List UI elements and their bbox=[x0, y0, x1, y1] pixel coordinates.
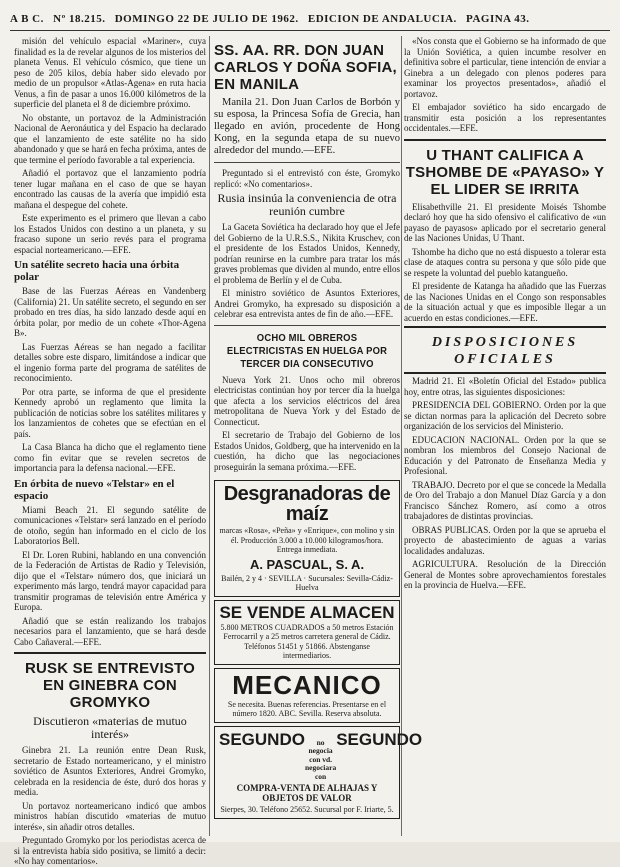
article-paragraph: AGRICULTURA. Resolución de la Dirección General de Montes sobre aprovechamientos forestales en la provincia de Huelva.—EFE. bbox=[404, 559, 606, 590]
ornament-rule bbox=[404, 372, 606, 374]
page-header bbox=[10, 8, 610, 31]
article-paragraph: misión del vehículo espacial «Mariner», cuya finalidad es la de revelar algunos de los misterios del planeta Venus. El vehículo cósmico, que tiene un peso de 205 kilos, debía haber sido elevado por medio de un propulsor «Atlas-Agena» en ruta hacia Venus, a fin de pasar a unos 16.000 kilómetros de la superficie del planeta el 8 de diciembre próximo. bbox=[14, 36, 206, 109]
article-paragraph: El ministro soviético de Asuntos Exteriores, Andrei Gromyko, ha expresado su disposición a celebrar esa entrevista antes de fin de año.—EFE. bbox=[214, 288, 400, 319]
ad-text: Se necesita. Buenas referencias. Presentarse en el número 1820. ABC. Sevilla. Reserva absoluta. bbox=[227, 699, 387, 718]
ad-big-text: SEGUNDO bbox=[336, 729, 423, 749]
column-right bbox=[404, 36, 606, 836]
article-paragraph: Un portavoz norteamericano indicó que ambos ministros habían discutido «materias de mutuo interés», sin añadir otros detalles. bbox=[14, 800, 206, 832]
ad-desgranadoras bbox=[214, 480, 400, 597]
header-paper: A B C. bbox=[10, 13, 44, 25]
header-date: DOMINGO 22 DE JULIO DE 1962. bbox=[114, 13, 299, 25]
column-rule bbox=[209, 36, 210, 836]
column-middle bbox=[214, 36, 423, 836]
headline-telstar: En órbita de nuevo «Telstar» en el espacio bbox=[14, 477, 175, 502]
headline-secret-satellite: Un satélite secreto hacia una órbita polar bbox=[14, 259, 180, 283]
classified-ads bbox=[214, 480, 423, 819]
section-divider bbox=[214, 162, 400, 163]
ad-segundo-row bbox=[219, 729, 423, 782]
ad-title: Desgranadoras de maíz bbox=[223, 483, 391, 525]
article-paragraph: TRABAJO. Decreto por el que se concede la Medalla de Oro del Trabajo a don Manuel Díaz García y a don Francisco Sánchez Romero, así como a otros trabajadores de distintas provincias. bbox=[404, 479, 606, 521]
article-paragraph: Preguntado si el entrevistó con éste, Gromyko replicó: «No comentarios». bbox=[214, 168, 400, 189]
section-divider bbox=[14, 652, 206, 654]
column-left bbox=[14, 36, 206, 866]
ornament-rule bbox=[404, 326, 606, 328]
headline-strike: OCHO MIL OBREROS ELECTRICISTAS EN HUELGA POR TERCER DIA CONSECUTIVO bbox=[226, 331, 388, 370]
ad-address: Bailén, 2 y 4 · SEVILLA · Sucursales: Sevilla-Cádiz-Huelva bbox=[221, 573, 393, 592]
headline-summit: Rusia insinúa la conveniencia de otra reunión cumbre bbox=[217, 191, 397, 218]
article-rusk-gromyko bbox=[14, 745, 206, 867]
article-paragraph: El secretario de Trabajo del Gobierno de los Estados Unidos, Goldberg, que ha intervenido en la cuestión, ha dicho que las negociaciones proseguirán la semana próxima.—EFE. bbox=[214, 430, 400, 472]
article-paragraph: Elisabethville 21. El presidente Moisés Tshombe declaró hoy que ha sido ofensivo el calificativo de «un payaso de payasos» aplicado por el secretario general de las Naciones Unidas, U Thant. bbox=[404, 201, 606, 243]
article-paragraph: Miami Beach 21. El segundo satélite de comunicaciones «Telstar» será lanzado en el período de otoño, según han informado en el ciclo de los Laboratorios Bell. bbox=[14, 504, 206, 546]
article-paragraph: Ginebra 21. La reunión entre Dean Rusk, secretario de Estado norteamericano, y el ministro soviético de Asuntos Exteriores, Andrei Gromyko, celebrada en la residencia de éste, duró dos horas y media. bbox=[14, 745, 206, 797]
header-edition: EDICION DE ANDALUCIA. bbox=[307, 13, 457, 25]
article-paragraph: Preguntado Gromyko por los periodistas acerca de si la entrevista había sido positiva, se limitó a decir: «No hay comentarios». bbox=[14, 835, 206, 866]
headline-u-thant: U THANT CALIFICA A TSHOMBE DE «PAYASO» Y EL LIDER SE IRRITA bbox=[405, 146, 605, 198]
article-telstar bbox=[14, 505, 206, 648]
section-divider bbox=[404, 139, 606, 141]
article-paragraph: EDUCACION NACIONAL. Orden por la que se nombran los miembros del Consejo Nacional de Educación y del Patronato de Enseñanza Media y Profesional. bbox=[404, 434, 606, 476]
article-paragraph: Tshombe ha dicho que no está dispuesto a tolerar esta clase de ataques contra su persona y que sólo pide que se respete la voluntad del pueblo katangueño. bbox=[404, 246, 606, 278]
article-paragraph: Añadió el portavoz que el lanzamiento podría tener lugar mañana en el caso de que se hayan encontrado las causas de la avería que impidió esta mañana el despegue del cohete. bbox=[14, 168, 206, 210]
headline-juan-carlos-manila: SS. AA. RR. DON JUAN CARLOS Y DOÑA SOFIA, EN MANILA bbox=[214, 42, 397, 93]
article-venus bbox=[14, 36, 206, 255]
article-paragraph: La Casa Blanca ha dicho que el reglamento tiene como fin evitar que se revelen secretos de importancia para la defensa nacional.—EFE. bbox=[14, 442, 206, 473]
ad-almacen bbox=[214, 600, 400, 665]
article-paragraph: El Dr. Loren Rubini, hablando en una convención de la Federación de Artistas de Radio y Televisión, dijo que el «Telstar» número dos, que iniciará un experimento más largo, tendrá mayor capacidad para transmitir programas de televisión entre América y Europa. bbox=[14, 549, 206, 612]
ad-title: MECANICO bbox=[232, 669, 382, 700]
article-secret-satellite bbox=[14, 286, 206, 474]
ad-segundo bbox=[214, 726, 423, 819]
article-paragraph: «Nos consta que el Gobierno se ha informado de que la Unión Soviética, a quien incumbe resolver en definitiva sobre el particular, tiene intención de enviar a Ginebra a un delegado con plenos poderes para examinar los proyectos presentados», añadió el portavoz. bbox=[404, 36, 606, 99]
ad-text: Sierpes, 30. Teléfono 25652. Sucursal por F. Iriarte, 5. bbox=[220, 805, 394, 814]
article-paragraph: Nueva York 21. Unos ocho mil obreros electricistas continúan hoy por tercer día la huelga que afecta a los servicios eléctricos del área metropolitana de Nueva York y del Estado de Connecticut. bbox=[214, 374, 400, 427]
ad-title: SE VENDE ALMACEN bbox=[219, 602, 395, 622]
article-paragraph: PRESIDENCIA DEL GOBIERNO. Orden por la que se dictan normas para la aplicación del Decreto sobre organización de los servicios del Ministerio. bbox=[404, 400, 606, 431]
article-paragraph: Madrid 21. El «Boletín Oficial del Estado» publica hoy, entre otras, las siguientes disposiciones: bbox=[404, 376, 606, 397]
ad-text: marcas «Rosa», «Peña» y «Enrique», con molino y sin él. Producción 3.000 a 10.000 kilogramos/hora. Entrega inmediata. bbox=[219, 526, 395, 554]
section-divider bbox=[214, 325, 400, 326]
article-paragraph: Por otra parte, se informa de que el presidente Kennedy aprobó un reglamento que limita la publicación de noticias sobre los satélites militares y los lanzamientos de cohetes que se efectúan en el país. bbox=[14, 386, 206, 439]
article-paragraph: Base de las Fuerzas Aéreas en Vandenberg (California) 21. Un satélite secreto, el segundo en ser probado en tres días, ha sido lanzado desde aquí en órbita polar, por medio de un cohete «Thor-Agena B». bbox=[14, 286, 206, 338]
article-paragraph: El presidente de Katanga ha añadido que las Fuerzas de las Naciones Unidas en el Congo son responsables de la situación actual y que es imposible llegar a un acuerdo en estas condiciones.—EFE. bbox=[404, 281, 606, 323]
ad-small-text: no negocia con vd. negociara con bbox=[304, 737, 337, 781]
subheadline-rusk-gromyko: Discutieron «materias de mutuo interés» bbox=[33, 714, 187, 741]
article-paragraph: La Gaceta Soviética ha declarado hoy que el Jefe del Gobierno de la U.R.S.S., Nikita Kruschev, con el presidente de los Estados Unidos, Kennedy, podrían reunirse en la cumbre para tratar los más graves problemas que dividen al mundo, entre ellos el problema de Berlín y el de Cuba. bbox=[214, 222, 400, 285]
article-paragraph: El embajador soviético ha sido encargado de transmitir esta posición a los representantes occidentales.—EFE. bbox=[404, 102, 606, 133]
article-paragraph: Las Fuerzas Aéreas se han negado a facilitar detalles sobre este disparo, limitándose a indicar que el ingenio forma parte del programa de satélites de reconocimiento. bbox=[14, 341, 206, 383]
ad-big-text: SEGUNDO bbox=[219, 729, 305, 749]
article-paragraph: Este experimento es el primero que llevan a cabo los Estados Unidos con destino a un planeta, y su fracaso supone un serio revés para el programa espacial norteamericano.—EFE. bbox=[14, 213, 206, 255]
ad-company: A. PASCUAL, S. A. bbox=[249, 556, 365, 572]
header-number: Nº 18.215. bbox=[53, 13, 106, 25]
article-paragraph: Añadió que se están realizando los trabajos necesarios para el lanzamiento, que se hará desde Cabo Cañaveral.—EFE. bbox=[14, 615, 206, 647]
headline-disposiciones: DISPOSICIONES OFICIALES bbox=[431, 335, 579, 367]
ad-mecanico bbox=[214, 668, 400, 723]
article-paragraph: Manila 21. Don Juan Carlos de Borbón y su esposa, la Princesa Sofía de Grecia, han llegado en avión, procedente de Hong Kong, en la segunda etapa de su nuevo alrededor del mundo.—EFE. bbox=[214, 97, 400, 156]
ad-text: 5.800 METROS CUADRADOS a 50 metros Estación Ferrocarril y a 25 metros carretera general de Cádiz. Teléfonos 51451 y 51866. Abstenganse intermediarios. bbox=[220, 622, 394, 660]
header-page: PAGINA 43. bbox=[466, 13, 530, 25]
article-paragraph: No obstante, un portavoz de la Administración Nacional de Aeronáutica y del Espacio ha declarado que el lanzamiento de este satélite no ha sido abandonado y que se hará en fecha próxima, antes de que termine el período favorable a tal experiencia. bbox=[14, 112, 206, 165]
headline-rusk-gromyko: RUSK SE ENTREVISTO EN GINEBRA CON GROMYKO bbox=[24, 660, 196, 711]
article-paragraph: OBRAS PUBLICAS. Orden por la que se aprueba el proyecto de abastecimiento de aguas a varias localidades andaluzas. bbox=[404, 524, 606, 556]
ad-subtitle: COMPRA-VENTA DE ALHAJAS Y OBJETOS DE VALOR bbox=[236, 783, 378, 803]
column-rule bbox=[401, 36, 402, 836]
